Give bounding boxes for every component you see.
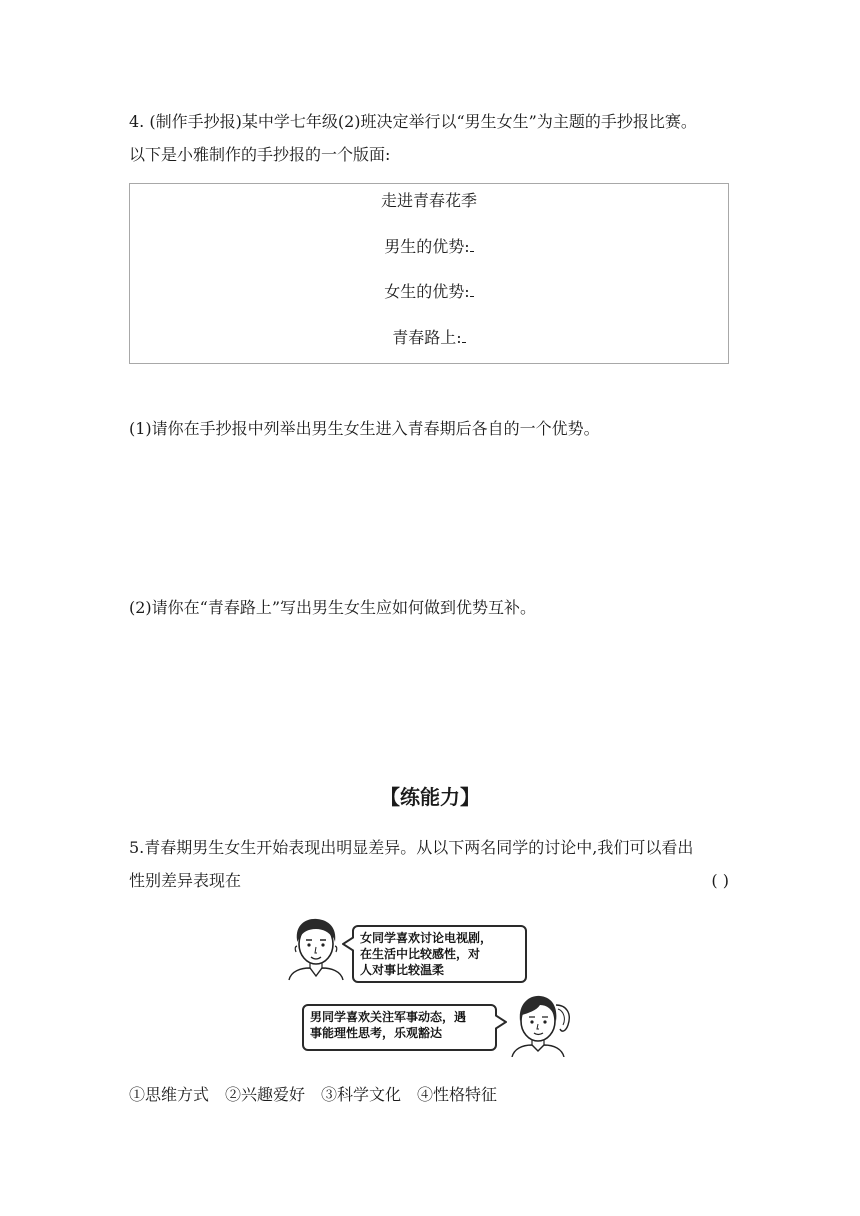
boys-answer-blank[interactable] bbox=[470, 237, 474, 252]
poster-box bbox=[129, 183, 729, 364]
girl-figure-icon bbox=[506, 991, 576, 1057]
boy-bubble-tail-icon bbox=[342, 936, 354, 952]
poster-road-line bbox=[130, 327, 728, 349]
boy-figure-icon bbox=[283, 916, 351, 982]
girl-speech-bubble bbox=[302, 1004, 497, 1051]
poster-boys-line bbox=[130, 236, 728, 258]
boy-bubble-line-1: 女同学喜欢讨论电视剧， bbox=[360, 931, 493, 945]
girl-bubble-line-2: 事能理性思考，乐观豁达 bbox=[310, 1026, 443, 1040]
q5-options: ①思维方式 ②兴趣爱好 ③科学文化 ④性格特征 bbox=[129, 1085, 498, 1104]
q4-sub1: (1)请你在手抄报中列举出男生女生进入青春期后各自的一个优势。 bbox=[129, 419, 600, 438]
answer-paren[interactable]: ( ) bbox=[711, 871, 729, 890]
poster-girls-label: 女生的优势: bbox=[384, 282, 470, 301]
poster-boys-label: 男生的优势: bbox=[384, 237, 470, 256]
q4-line2: 以下是小雅制作的手抄报的一个版面: bbox=[129, 145, 391, 164]
q5-line2: 性别差异表现在 bbox=[129, 871, 242, 890]
q5-line1: 5.青春期男生女生开始表现出明显差异。从以下两名同学的讨论中,我们可以看出 bbox=[129, 838, 694, 857]
section-title: 【练能力】 bbox=[380, 785, 480, 809]
poster-road-label: 青春路上: bbox=[392, 328, 462, 347]
poster-girls-line bbox=[130, 281, 728, 303]
q4-line1: 4. (制作手抄报)某中学七年级(2)班决定举行以“男生女生”为主题的手抄报比赛。 bbox=[129, 112, 697, 131]
girls-answer-blank[interactable] bbox=[470, 282, 474, 297]
poster-title: 走进青春花季 bbox=[380, 191, 477, 210]
road-answer-blank[interactable] bbox=[462, 328, 466, 343]
boy-bubble-line-2: 在生活中比较感性，对 bbox=[360, 947, 481, 961]
q4-sub2: (2)请你在“青春路上”写出男生女生应如何做到优势互补。 bbox=[129, 598, 537, 617]
boy-speech-bubble bbox=[352, 925, 527, 983]
girl-bubble-line-1: 男同学喜欢关注军事动态，遇 bbox=[310, 1010, 467, 1024]
boy-bubble-line-3: 人对事比较温柔 bbox=[360, 963, 445, 977]
